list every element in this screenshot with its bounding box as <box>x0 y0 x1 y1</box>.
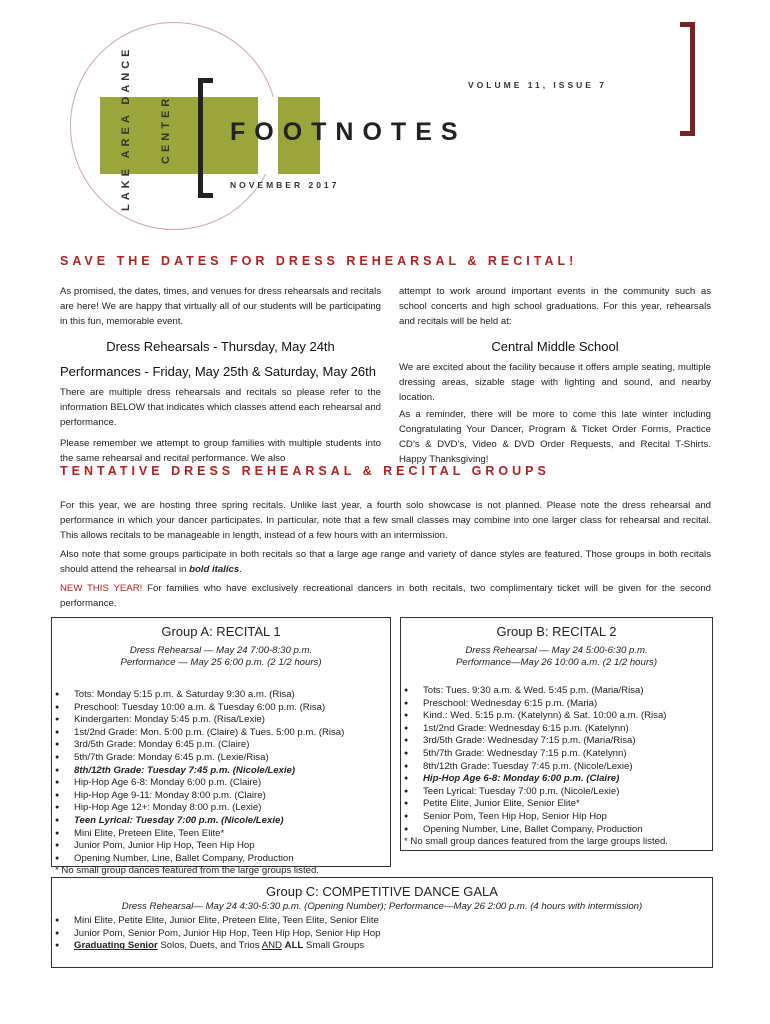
list-item: ● 8th/12th Grade: Tuesday 7:45 p.m. (Nicole/Lexie) <box>401 761 712 774</box>
org-line-1: LAKE AREA DANCE <box>120 45 132 211</box>
issue-date: NOVEMBER 2017 <box>230 180 340 190</box>
list-item: ● 1st/2nd Grade: Wednesday 6:15 p.m. (Katelynn) <box>401 723 712 736</box>
group-c-title: Group C: COMPETITIVE DANCE GALA <box>266 884 498 899</box>
list-item: ● 5th/7th Grade: Monday 6:45 p.m. (Lexie/Risa) <box>52 752 390 765</box>
group-b-subtitle <box>401 645 712 669</box>
group-c-box <box>51 877 713 968</box>
p2-end: . <box>239 564 242 575</box>
list-item: ● Petite Elite, Junior Elite, Senior Elite* <box>401 798 712 811</box>
save-dates-heading: SAVE THE DATES FOR DRESS REHEARSAL & RECITAL! <box>60 254 578 268</box>
groups-intro <box>60 498 711 611</box>
graduating-senior: Graduating Senior <box>74 940 158 952</box>
left-column <box>60 284 381 466</box>
groups-heading: TENTATIVE DRESS REHEARSAL & RECITAL GROUPS <box>60 464 550 478</box>
intro-paragraph: As promised, the dates, times, and venues for dress rehearsals and recitals are here! We are happy that virtually all of our students will be participating in this fun, memorable event. <box>60 286 381 327</box>
list-item: ● Tots: Tues. 9:30 a.m. & Wed. 5:45 p.m. (Maria/Risa) <box>401 685 712 698</box>
list-item: ● Preschool: Tuesday 10:00 a.m. & Tuesday 6:00 p.m. (Risa) <box>52 702 390 715</box>
list-item: ● Tots: Monday 5:15 p.m. & Saturday 9:30 a.m. (Risa) <box>52 689 390 702</box>
group-b-title: Group B: RECITAL 2 <box>496 624 617 639</box>
performances-date: Performances - Friday, May 25th & Saturday, May 26th <box>60 364 376 379</box>
group-a-rehearsal: Dress Rehearsal — May 24 7:00-8:30 p.m. <box>129 645 313 656</box>
reminder-paragraph: As a reminder, there will be more to come this late winter including Congratulating Your Dancer, Program & Ticket Order Forms, Practice CD’s & DVD’s, Video & DVD Order Requests, and Recital T-Shirts. Happy Thanksgiving! <box>399 409 711 465</box>
list-item: ● Hip-Hop Age 6-8: Monday 6:00 p.m. (Claire) <box>401 773 712 786</box>
list-item: ● Kindergarten: Monday 5:45 p.m. (Risa/Lexie) <box>52 714 390 727</box>
item3-all: ALL <box>284 940 304 952</box>
groups-paragraph-1: For this year, we are hosting three spring recitals. Unlike last year, a fourth solo showcase is not planned. Please note the dress rehearsal and performance in which your dancer participates. In particular, note that a few small classes may combine into one larger class for rehearsal and recital. This allows recitals to be manageable in length, instead of a few hours with an intermission. <box>60 500 711 541</box>
group-a-list <box>52 689 390 865</box>
group-c-subtitle: Dress Rehearsal— May 24 4:30-5:30 p.m. (Opening Number); Performance—May 26 2:00 p.m. (4 hours with intermission) <box>121 901 643 912</box>
p2-bold-italics: bold italics <box>189 564 240 575</box>
org-name-vertical-2 <box>160 46 184 216</box>
org-name-vertical <box>120 46 156 216</box>
list-item: ● 3rd/5th Grade: Wednesday 7:15 p.m. (Maria/Risa) <box>401 735 712 748</box>
list-item: ● Junior Pom, Senior Pom, Junior Hip Hop, Teen Hip Hop, Senior Hip Hop <box>52 928 712 941</box>
group-a-performance: Performance — May 25 6:00 p.m. (2 1/2 hours) <box>120 657 322 668</box>
list-item: ● 8th/12th Grade: Tuesday 7:45 p.m. (Nicole/Lexie) <box>52 765 390 778</box>
list-item: ● Hip-Hop Age 6-8: Monday 6:00 p.m. (Claire) <box>52 777 390 790</box>
group-a-title: Group A: RECITAL 1 <box>161 624 281 639</box>
group-a-box <box>51 617 391 877</box>
venue-name: Central Middle School <box>491 339 619 354</box>
group-families-paragraph: Please remember we attempt to group families with multiple students into the same rehearsal and recital performance. We also <box>60 438 381 464</box>
new-this-year: NEW THIS YEAR! <box>60 583 143 594</box>
list-item: ● Hip-Hop Age 9-11: Monday 8:00 p.m. (Claire) <box>52 790 390 803</box>
list-item: ● Teen Lyrical: Tuesday 7:00 p.m. (Nicole/Lexie) <box>401 786 712 799</box>
group-b-performance: Performance—May 26 10:00 a.m. (2 1/2 hours) <box>455 657 658 668</box>
groups-paragraph-3 <box>60 581 711 611</box>
volume-issue: VOLUME 11, ISSUE 7 <box>468 80 608 90</box>
list-item: ● Junior Pom, Junior Hip Hop, Teen Hip Hop <box>52 840 390 853</box>
list-item: ● Teen Lyrical: Tuesday 7:00 p.m. (Nicole/Lexie) <box>52 815 390 828</box>
list-item: ● Mini Elite, Preteen Elite, Teen Elite* <box>52 828 390 841</box>
list-item <box>52 940 712 953</box>
item3-end: Small Groups <box>303 940 365 952</box>
group-a-subtitle <box>52 645 390 669</box>
org-line-2: CENTER <box>160 94 172 164</box>
attempt-paragraph: attempt to work around important events in the community such as school concerts and high school graduations. For this year, rehearsals and recitals will be held at: <box>399 286 711 327</box>
groups-paragraph-2 <box>60 547 711 577</box>
right-bracket <box>680 22 695 136</box>
list-item: ● Hip-Hop Age 12+: Monday 8:00 p.m. (Lexie) <box>52 802 390 815</box>
right-column <box>399 284 711 467</box>
group-c-list <box>52 915 712 953</box>
list-item: ● 1st/2nd Grade: Mon. 5:00 p.m. (Claire) & Tues. 5:00 p.m. (Risa) <box>52 727 390 740</box>
group-b-list <box>401 685 712 836</box>
list-item: ● Opening Number, Line, Ballet Company, Production <box>401 824 712 837</box>
p2-text: Also note that some groups participate in both recitals so that a large age range and variety of dance styles are featured. Those groups in both recitals should attend the rehearsal in <box>60 549 711 575</box>
list-item: ● Mini Elite, Petite Elite, Junior Elite, Preteen Elite, Teen Elite, Senior Elite <box>52 915 712 928</box>
item3-and: AND <box>261 940 282 952</box>
group-b-note: * No small group dances featured from the large groups listed. <box>404 836 668 848</box>
left-bracket <box>198 78 213 198</box>
newsletter-title: FOOTNOTES <box>230 118 467 146</box>
list-item: ● Kind.: Wed. 5:15 p.m. (Katelynn) & Sat. 10:00 a.m. (Risa) <box>401 710 712 723</box>
list-item: ● 3rd/5th Grade: Monday 6:45 p.m. (Claire) <box>52 739 390 752</box>
list-item: ● Senior Pom, Teen Hip Hop, Senior Hip Hop <box>401 811 712 824</box>
list-item: ● 5th/7th Grade: Wednesday 7:15 p.m. (Katelynn) <box>401 748 712 761</box>
item3-text: Solos, Duets, and Trios <box>157 940 262 952</box>
refer-paragraph: There are multiple dress rehearsals and recitals so please refer to the information BELOW that indicates which classes attend each rehearsal and performance. <box>60 387 381 428</box>
facility-paragraph: We are excited about the facility because it offers ample seating, multiple dressing areas, sizable stage with lighting and sound, and nearby location. <box>399 362 711 403</box>
list-item: ● Opening Number, Line, Ballet Company, Production <box>52 853 390 866</box>
group-b-box <box>400 617 713 851</box>
dress-rehearsals-date: Dress Rehearsals - Thursday, May 24th <box>106 339 335 354</box>
group-b-rehearsal: Dress Rehearsal — May 24 5:00-6:30 p.m. <box>465 645 648 656</box>
list-item: ● Preschool: Wednesday 6:15 p.m. (Maria) <box>401 698 712 711</box>
p3-text: For families who have exclusively recreational dancers in both recitals, two complimentary ticket will be given for the second performance. <box>60 583 712 609</box>
group-a-note: * No small group dances featured from the large groups listed. <box>55 865 319 877</box>
